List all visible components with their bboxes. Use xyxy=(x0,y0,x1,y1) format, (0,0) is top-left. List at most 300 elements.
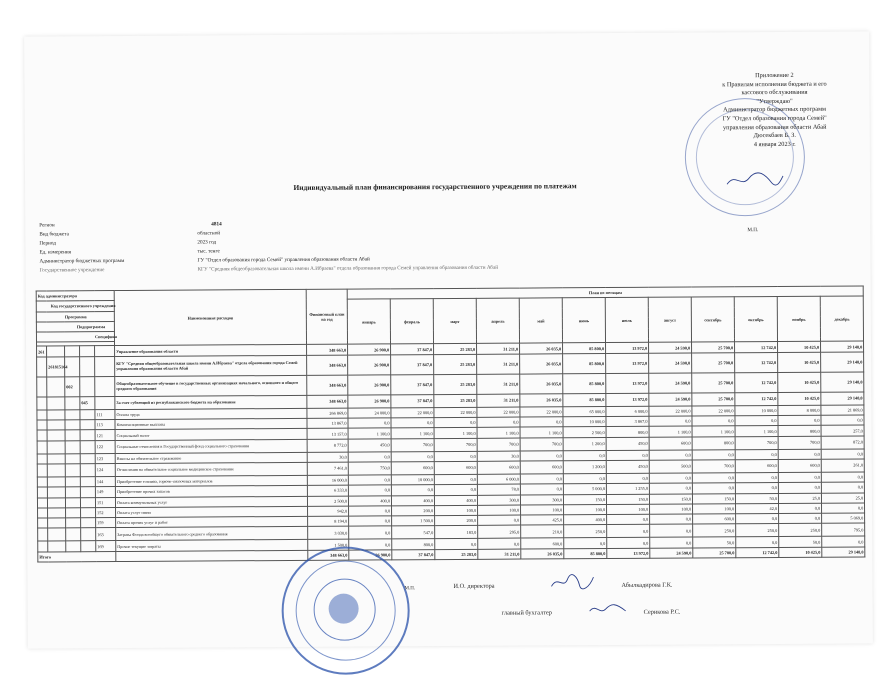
code-cell xyxy=(80,464,95,477)
code-cell xyxy=(80,420,95,430)
expense-name-cell: Оплата коммунальных услуг xyxy=(116,496,308,507)
code-cell: 111 xyxy=(95,409,115,419)
month-value-cell: 29 148,0 xyxy=(821,392,864,405)
header-subprogram-code: Подпрограмма xyxy=(36,321,114,332)
expense-name-cell: Приобретение прочих запасов xyxy=(115,486,307,497)
month-value-cell: 0,0 xyxy=(349,539,392,550)
total-month-cell: 85 800,0 xyxy=(564,548,607,559)
month-value-cell: 700,0 xyxy=(477,438,520,451)
code-cell xyxy=(80,477,95,487)
meta-value: областной xyxy=(197,230,221,237)
month-value-cell: 0,0 xyxy=(348,418,391,429)
code-cell: 124 xyxy=(95,464,115,477)
code-cell xyxy=(65,397,80,410)
total-month-cell: 25 700,0 xyxy=(693,547,736,558)
meta-value: тыс. тенге xyxy=(197,248,220,255)
month-value-cell: 0,0 xyxy=(349,516,392,527)
header-month: август xyxy=(648,297,691,342)
month-value-cell: 600,0 xyxy=(735,459,778,472)
month-value-cell: 800,0 xyxy=(778,426,821,437)
month-value-cell: 25,0 xyxy=(778,493,821,504)
month-value-cell: 400,0 xyxy=(564,515,607,526)
month-value-cell: 100,0 xyxy=(564,504,607,515)
month-value-cell: 0,0 xyxy=(349,506,392,517)
month-value-cell: 210,0 xyxy=(521,525,564,538)
month-value-cell: 0,0 xyxy=(778,449,821,460)
month-value-cell: 0,0 xyxy=(735,449,778,460)
seal-emblem xyxy=(313,578,375,640)
header-monthly-plan: План по месяцам xyxy=(347,286,863,299)
meta-key: Период xyxy=(39,240,56,247)
month-value-cell: 10 000,0 xyxy=(735,405,778,416)
code-cell xyxy=(81,508,96,518)
annual-plan-cell: 6 333,0 xyxy=(307,485,348,496)
annual-plan-cell: 16 000,0 xyxy=(307,475,348,486)
month-value-cell: 0,0 xyxy=(736,514,779,525)
month-value-cell: 12 742,0 xyxy=(735,352,778,372)
month-value-cell: 1 100,0 xyxy=(649,426,692,437)
code-cell xyxy=(47,346,65,356)
code-cell xyxy=(65,440,80,453)
month-value-cell: 0,0 xyxy=(692,473,735,484)
month-value-cell: 25,0 xyxy=(821,493,864,504)
expense-name-cell: Оплата услуг связи xyxy=(116,506,308,517)
header-month: декабрь xyxy=(820,296,863,341)
code-cell: 123 xyxy=(95,453,115,463)
header-month: сентябрь xyxy=(691,297,734,342)
code-cell xyxy=(65,410,80,420)
code-cell xyxy=(37,397,47,410)
annual-plan-cell: 7 461,0 xyxy=(307,462,348,475)
month-value-cell: 6 000,0 xyxy=(477,474,520,485)
expense-name-cell: Взносы на обязательное страхование xyxy=(115,452,307,463)
code-cell xyxy=(80,440,95,453)
month-value-cell: 25 700,0 xyxy=(692,342,735,353)
month-value-cell: 5 069,0 xyxy=(822,513,865,524)
expense-name-cell: Социальный налог xyxy=(115,429,307,440)
month-value-cell: 700,0 xyxy=(778,436,821,449)
meta-key: Регион xyxy=(39,222,55,229)
month-value-cell: 37 847,0 xyxy=(391,344,434,355)
total-month-cell: 13 972,0 xyxy=(607,548,650,559)
document-meta xyxy=(39,219,599,276)
month-value-cell: 0,0 xyxy=(822,503,865,514)
month-value-cell: 0,0 xyxy=(821,449,864,460)
month-value-cell: 26 900,0 xyxy=(348,344,391,355)
month-value-cell: 85 800,0 xyxy=(563,343,606,354)
month-value-cell: 24 590,0 xyxy=(649,353,692,373)
expense-name-cell: Оплата труда xyxy=(115,408,307,419)
month-value-cell: 6 000,0 xyxy=(606,406,649,417)
code-cell xyxy=(95,346,115,356)
code-cell xyxy=(37,441,47,454)
code-cell xyxy=(80,409,95,419)
header-month: май xyxy=(519,298,562,343)
meta-key: Ед. измерения xyxy=(39,249,72,256)
month-value-cell: 8 000,0 xyxy=(778,405,821,416)
month-value-cell: 0,0 xyxy=(821,482,864,493)
month-value-cell: 0,0 xyxy=(349,526,392,539)
month-value-cell: 78,0 xyxy=(477,484,520,495)
month-value-cell: 65 000,0 xyxy=(563,406,606,417)
month-value-cell: 0,0 xyxy=(477,417,520,428)
meta-value: 2023 год xyxy=(197,239,217,246)
month-value-cell: 1 100,0 xyxy=(735,426,778,437)
month-value-cell: 1 100,0 xyxy=(692,426,735,437)
month-value-cell: 26 900,0 xyxy=(348,375,391,395)
meta-value: 4814 xyxy=(211,221,222,228)
month-value-cell: 0,0 xyxy=(650,537,693,548)
month-value-cell: 0,0 xyxy=(735,472,778,483)
code-cell xyxy=(80,356,95,376)
code-cell: 113 xyxy=(95,420,115,430)
header-month: март xyxy=(433,299,476,344)
month-value-cell: 183,0 xyxy=(435,526,478,539)
month-value-cell: 0,0 xyxy=(391,485,434,496)
code-cell xyxy=(37,454,47,464)
month-value-cell: 600,0 xyxy=(520,461,563,474)
annual-plan-cell: 3 030,0 xyxy=(308,527,349,540)
month-value-cell: 25 283,0 xyxy=(434,374,477,394)
month-value-cell: 85 800,0 xyxy=(563,393,606,406)
annual-plan-cell: 13 157,0 xyxy=(307,428,348,439)
month-value-cell: 13 972,0 xyxy=(606,343,649,354)
month-value-cell: 450,0 xyxy=(606,460,649,473)
code-cell xyxy=(65,346,80,356)
code-cell xyxy=(47,397,65,410)
code-cell: 151 xyxy=(95,497,115,507)
code-cell xyxy=(37,430,47,440)
month-value-cell: 600,0 xyxy=(477,461,520,474)
code-cell: 163 xyxy=(96,528,116,541)
expense-name-cell: Компенсационные выплаты xyxy=(115,418,307,429)
month-value-cell: 0,0 xyxy=(607,538,650,549)
month-value-cell: 0,0 xyxy=(779,513,822,524)
month-value-cell: 22 000,0 xyxy=(434,407,477,418)
month-value-cell: 0,0 xyxy=(650,524,693,537)
month-value-cell: 0,0 xyxy=(778,482,821,493)
code-cell xyxy=(80,453,95,463)
month-value-cell: 1 100,0 xyxy=(434,428,477,439)
month-value-cell: 547,0 xyxy=(392,526,435,539)
month-value-cell: 50,0 xyxy=(735,493,778,504)
month-value-cell: 25 700,0 xyxy=(692,373,735,393)
meta-key: Администратор бюджетных программ xyxy=(39,257,125,265)
month-value-cell: 50,0 xyxy=(779,537,822,548)
expense-name-cell: Приобретение топлива, горюче-смазочных материалов xyxy=(115,475,307,486)
financing-plan-table xyxy=(36,285,866,562)
expense-name-cell: Прочие текущие затраты xyxy=(116,540,308,551)
month-value-cell: 85 800,0 xyxy=(563,373,606,393)
stamp-place-label: М.П. xyxy=(747,227,759,234)
month-value-cell: 250,0 xyxy=(779,524,822,537)
annual-plan-cell: 348 663,0 xyxy=(307,355,348,375)
month-value-cell: 1 200,0 xyxy=(563,437,606,450)
month-value-cell: 250,0 xyxy=(693,524,736,537)
code-cell xyxy=(37,464,47,477)
month-value-cell: 1 500,0 xyxy=(392,516,435,527)
month-value-cell: 200,0 xyxy=(435,515,478,526)
month-value-cell: 250,0 xyxy=(564,525,607,538)
code-cell xyxy=(66,528,81,541)
month-value-cell: 0,0 xyxy=(391,451,434,462)
code-cell xyxy=(37,498,47,508)
month-value-cell: 150,0 xyxy=(606,494,649,505)
month-value-cell: 100,0 xyxy=(650,504,693,515)
code-cell xyxy=(95,376,115,396)
total-month-cell: 29 148,0 xyxy=(822,547,865,558)
annual-plan-cell: 13 867,0 xyxy=(307,418,348,429)
month-value-cell: 0,0 xyxy=(607,525,650,538)
month-value-cell: 22 000,0 xyxy=(649,406,692,417)
header-program-code: Программа xyxy=(36,311,114,322)
month-value-cell: 600,0 xyxy=(391,462,434,475)
month-value-cell: 22 000,0 xyxy=(692,406,735,417)
code-cell xyxy=(66,518,81,528)
month-value-cell: 26 900,0 xyxy=(348,355,391,375)
code-cell xyxy=(80,497,95,507)
expense-name-cell xyxy=(116,550,308,561)
annual-plan-cell: 30,0 xyxy=(307,452,348,463)
month-value-cell: 37 847,0 xyxy=(391,394,434,407)
month-value-cell: 25 283,0 xyxy=(434,394,477,407)
code-cell xyxy=(37,477,47,487)
code-cell xyxy=(47,441,65,454)
meta-value: ГУ "Отдел образования города Семей" управления образования области Абай xyxy=(197,256,370,264)
stamp-place-label-bottom: М.П. xyxy=(404,586,416,592)
month-value-cell: 150,0 xyxy=(649,494,692,505)
code-cell xyxy=(47,377,65,397)
header-specific-code: Специфика xyxy=(36,332,114,343)
director-name: Абылкадирова Г.К. xyxy=(621,581,673,589)
code-cell: 261 xyxy=(37,346,47,356)
month-value-cell: 0,0 xyxy=(649,416,692,427)
month-value-cell: 0,0 xyxy=(692,483,735,494)
header-institution-code: Код государственного учреждения xyxy=(36,301,114,312)
month-value-cell: 26 900,0 xyxy=(348,395,391,408)
total-label-cell: Итого xyxy=(38,551,116,562)
total-month-cell: 37 847,0 xyxy=(392,549,435,560)
month-value-cell: 300,0 xyxy=(477,495,520,506)
month-value-cell: 0,0 xyxy=(434,451,477,462)
code-cell xyxy=(65,453,80,463)
code-cell xyxy=(65,420,80,430)
month-value-cell: 0,0 xyxy=(391,418,434,429)
annual-plan-cell: 8 194,0 xyxy=(308,516,349,527)
month-value-cell: 0,0 xyxy=(649,450,692,461)
month-value-cell: 800,0 xyxy=(692,436,735,449)
accountant-title: главный бухгалтер xyxy=(501,609,552,617)
month-value-cell: 26 035,0 xyxy=(520,394,563,407)
month-value-cell: 257,0 xyxy=(821,425,864,436)
month-value-cell: 29 148,0 xyxy=(821,341,864,352)
month-value-cell: 0,0 xyxy=(520,484,563,495)
total-month-cell: 10 425,0 xyxy=(779,547,822,558)
month-value-cell: 0,0 xyxy=(606,450,649,461)
director-signature xyxy=(549,573,595,591)
month-value-cell: 24 590,0 xyxy=(649,342,692,353)
month-value-cell: 0,0 xyxy=(822,536,865,547)
header-month: июль xyxy=(605,298,648,343)
code-cell xyxy=(47,464,65,477)
code-cell xyxy=(95,396,115,409)
accountant-name: Серикова Р.С. xyxy=(643,608,681,616)
code-cell xyxy=(66,541,81,551)
code-cell xyxy=(80,430,95,440)
header-annual-plan: Финансовый план на год xyxy=(306,289,347,345)
annual-plan-cell: 348 663,0 xyxy=(307,345,348,356)
month-value-cell: 29 148,0 xyxy=(821,372,864,392)
code-cell xyxy=(38,528,48,541)
month-value-cell: 0,0 xyxy=(649,473,692,484)
month-value-cell: 0,0 xyxy=(434,474,477,485)
month-value-cell: 0,0 xyxy=(435,539,478,550)
month-value-cell: 1 100,0 xyxy=(520,427,563,438)
total-month-cell: 12 742,0 xyxy=(736,547,779,558)
code-cell xyxy=(48,541,66,551)
appendix-line: 4 января 2023 г. xyxy=(753,140,796,148)
month-value-cell: 800,0 xyxy=(606,427,649,438)
code-cell xyxy=(65,477,80,487)
month-value-cell: 12 742,0 xyxy=(735,342,778,353)
month-value-cell: 24 000,0 xyxy=(348,408,391,419)
month-value-cell: 250,0 xyxy=(736,524,779,537)
month-value-cell: 100,0 xyxy=(693,504,736,515)
month-value-cell: 500,0 xyxy=(649,460,692,473)
code-cell xyxy=(48,508,66,518)
month-value-cell: 0,0 xyxy=(607,514,650,525)
month-value-cell: 600,0 xyxy=(778,459,821,472)
month-value-cell: 0,0 xyxy=(563,474,606,485)
month-value-cell: 0,0 xyxy=(778,415,821,426)
month-value-cell: 700,0 xyxy=(692,460,735,473)
month-value-cell: 450,0 xyxy=(348,439,391,452)
header-month: июнь xyxy=(562,298,605,343)
official-seal xyxy=(281,546,410,675)
month-value-cell: 31 211,0 xyxy=(477,394,520,407)
month-value-cell: 22 000,0 xyxy=(520,407,563,418)
month-value-cell: 800,0 xyxy=(392,539,435,550)
code-cell xyxy=(65,497,80,507)
month-value-cell: 24 590,0 xyxy=(649,373,692,393)
month-value-cell: 100,0 xyxy=(521,505,564,516)
month-value-cell: 31 211,0 xyxy=(477,354,520,374)
month-value-cell: 31 211,0 xyxy=(477,374,520,394)
code-cell xyxy=(47,454,65,464)
month-value-cell: 400,0 xyxy=(391,495,434,506)
month-value-cell: 700,0 xyxy=(434,438,477,451)
month-value-cell: 85 800,0 xyxy=(563,353,606,373)
month-value-cell: 10 425,0 xyxy=(778,392,821,405)
month-value-cell: 400,0 xyxy=(348,495,391,506)
month-value-cell: 26 035,0 xyxy=(520,354,563,374)
month-value-cell: 100,0 xyxy=(478,505,521,516)
month-value-cell: 0,0 xyxy=(692,449,735,460)
total-month-cell: 26 035,0 xyxy=(521,549,564,560)
month-value-cell: 0,0 xyxy=(348,475,391,486)
month-value-cell: 10 425,0 xyxy=(778,342,821,353)
code-cell xyxy=(37,410,47,420)
month-value-cell: 13 972,0 xyxy=(606,373,649,393)
code-cell xyxy=(47,497,65,507)
appendix-line: Дюсекбаев Б. З. xyxy=(753,132,796,140)
code-cell: 169 xyxy=(96,541,116,551)
month-value-cell: 0,0 xyxy=(650,514,693,525)
header-expense-name: Наименование расходов xyxy=(114,289,306,346)
code-cell xyxy=(38,541,48,551)
code-cell: 122 xyxy=(95,440,115,453)
code-cell xyxy=(37,377,47,397)
month-value-cell: 0,0 xyxy=(649,483,692,494)
month-value-cell: 261,0 xyxy=(821,459,864,472)
month-value-cell: 26 035,0 xyxy=(520,374,563,394)
annual-plan-cell: 348 663,0 xyxy=(307,395,348,408)
director-title: И.О. директора xyxy=(453,582,495,590)
annual-plan-cell: 1 500,0 xyxy=(308,540,349,551)
expense-name-cell: Социальные отчисления в Государственный фонд социального страхования xyxy=(115,439,307,453)
code-cell xyxy=(81,541,96,551)
appendix-block xyxy=(674,71,874,150)
code-cell xyxy=(95,356,115,376)
month-value-cell: 0,0 xyxy=(478,539,521,550)
total-month-cell: 31 211,0 xyxy=(478,549,521,560)
code-cell xyxy=(48,528,66,541)
table-body xyxy=(37,341,866,562)
month-value-cell: 0,0 xyxy=(735,483,778,494)
code-cell: 152 xyxy=(96,507,116,517)
month-value-cell: 0,0 xyxy=(779,503,822,514)
month-value-cell: 24 590,0 xyxy=(649,393,692,406)
code-cell: 144 xyxy=(95,477,115,487)
code-cell xyxy=(47,420,65,430)
code-cell xyxy=(47,487,65,497)
month-value-cell: 700,0 xyxy=(520,437,563,450)
meta-value: КГУ "Средняя общеобразовательная школа имени А.Ибраева" отдела образования города Семей управления образования области Абай xyxy=(197,264,499,273)
month-value-cell: 0,0 xyxy=(434,485,477,496)
accountant-signature xyxy=(588,601,628,617)
month-value-cell: 12 742,0 xyxy=(735,372,778,392)
code-cell xyxy=(65,487,80,497)
month-value-cell: 25 283,0 xyxy=(434,344,477,355)
month-value-cell: 42,0 xyxy=(736,503,779,514)
month-value-cell: 300,0 xyxy=(520,494,563,505)
month-value-cell: 29 148,0 xyxy=(821,352,864,372)
month-value-cell: 100,0 xyxy=(607,504,650,515)
code-cell xyxy=(65,464,80,477)
month-value-cell: 0,0 xyxy=(478,515,521,526)
month-value-cell: 10 425,0 xyxy=(778,372,821,392)
header-month: февраль xyxy=(390,299,433,344)
expense-name-cell: Общеобразовательное обучение в государственных организациях начального, основного и общего среднего образования xyxy=(115,375,307,396)
month-value-cell: 0,0 xyxy=(821,472,864,483)
code-cell xyxy=(80,487,95,497)
code-cell xyxy=(66,508,81,518)
month-value-cell: 25 700,0 xyxy=(692,393,735,406)
meta-key: Вид бюджета xyxy=(39,231,69,238)
month-value-cell: 600,0 xyxy=(521,538,564,549)
appendix-line: к Правилам исполнения бюджета и его xyxy=(722,80,827,88)
code-cell xyxy=(65,430,80,440)
month-value-cell: 12 742,0 xyxy=(735,392,778,405)
month-value-cell: 37 847,0 xyxy=(391,374,434,394)
expense-name-cell: За счет субвенций из республиканского бюджета на образование xyxy=(115,395,307,409)
month-value-cell: 425,0 xyxy=(521,515,564,526)
expense-name-cell: Оплата прочих услуг и работ xyxy=(116,517,308,528)
month-value-cell: 0,0 xyxy=(692,416,735,427)
code-cell xyxy=(38,508,48,518)
code-cell xyxy=(80,376,95,396)
month-value-cell: 0,0 xyxy=(778,472,821,483)
